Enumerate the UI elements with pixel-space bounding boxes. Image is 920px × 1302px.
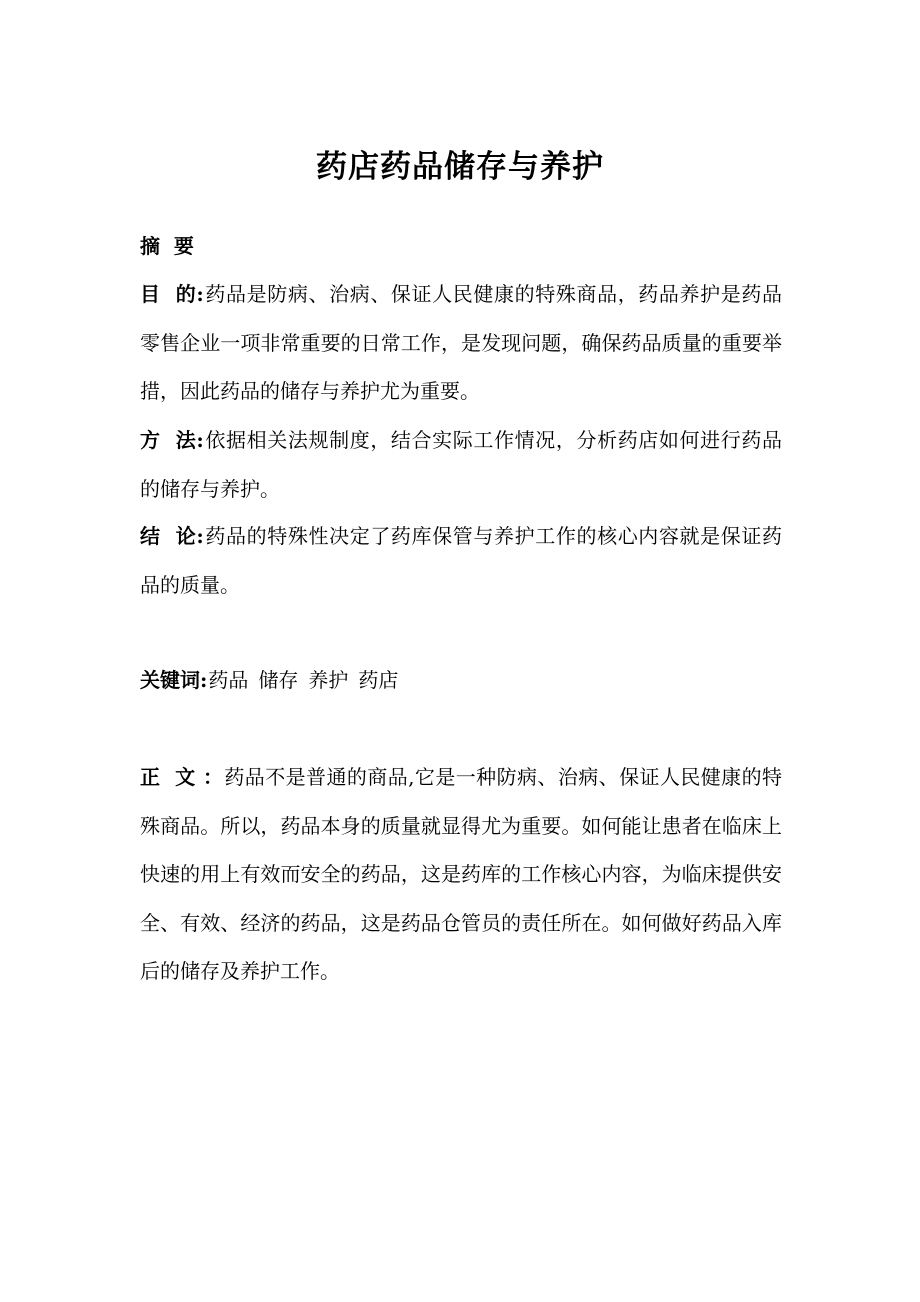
keyword-item: 储存 — [258, 668, 299, 692]
abstract-heading — [140, 222, 782, 271]
body-label-text: 正 文 — [140, 765, 196, 789]
keywords-label: 关键词: — [140, 668, 208, 692]
keywords-label-text: 关键词 — [140, 668, 200, 692]
conclusion-text: 药品的特殊性决定了药库保管与养护工作的核心内容就是保证药品的质量。 — [140, 524, 782, 597]
purpose-paragraph — [140, 270, 782, 416]
method-paragraph — [140, 416, 782, 513]
method-label-text: 方 法 — [140, 428, 197, 452]
purpose-label-text: 目 的 — [140, 282, 197, 306]
method-label: 方 法: — [140, 428, 204, 452]
body-label: 正 文 ： — [140, 765, 224, 789]
abstract-heading-text: 摘 要 — [140, 234, 194, 258]
method-text: 依据相关法规制度，结合实际工作情况，分析药店如何进行药品的储存与养护。 — [140, 428, 782, 501]
keyword-item: 药品 — [208, 668, 249, 692]
body-paragraph — [140, 753, 782, 996]
document-title: 药店药品储存与养护 — [316, 149, 604, 185]
keywords-paragraph — [140, 656, 782, 705]
body-text: 药品不是普通的商品,它是一种防病、治病、保证人民健康的特殊商品。所以，药品本身的质量就显得尤为重要。如何能让患者在临床上快速的用上有效而安全的药品，这是药库的工作核心内容，为临床提供安全、有效、经济的药品，这是药品仓管员的责任所在。如何做好药品入库后的储存及养护工作。 — [140, 765, 782, 983]
purpose-text: 药品是防病、治病、保证人民健康的特殊商品，药品养护是药品零售企业一项非常重要的日常工作，是发现问题，确保药品质量的重要举措，因此药品的储存与养护尤为重要。 — [140, 282, 782, 403]
conclusion-label: 结 论: — [140, 524, 204, 548]
keyword-item: 养护 — [308, 668, 349, 692]
conclusion-label-text: 结 论 — [140, 524, 197, 548]
purpose-label: 目 的: — [140, 282, 204, 306]
conclusion-paragraph — [140, 512, 782, 609]
keyword-item: 药店 — [358, 668, 399, 692]
